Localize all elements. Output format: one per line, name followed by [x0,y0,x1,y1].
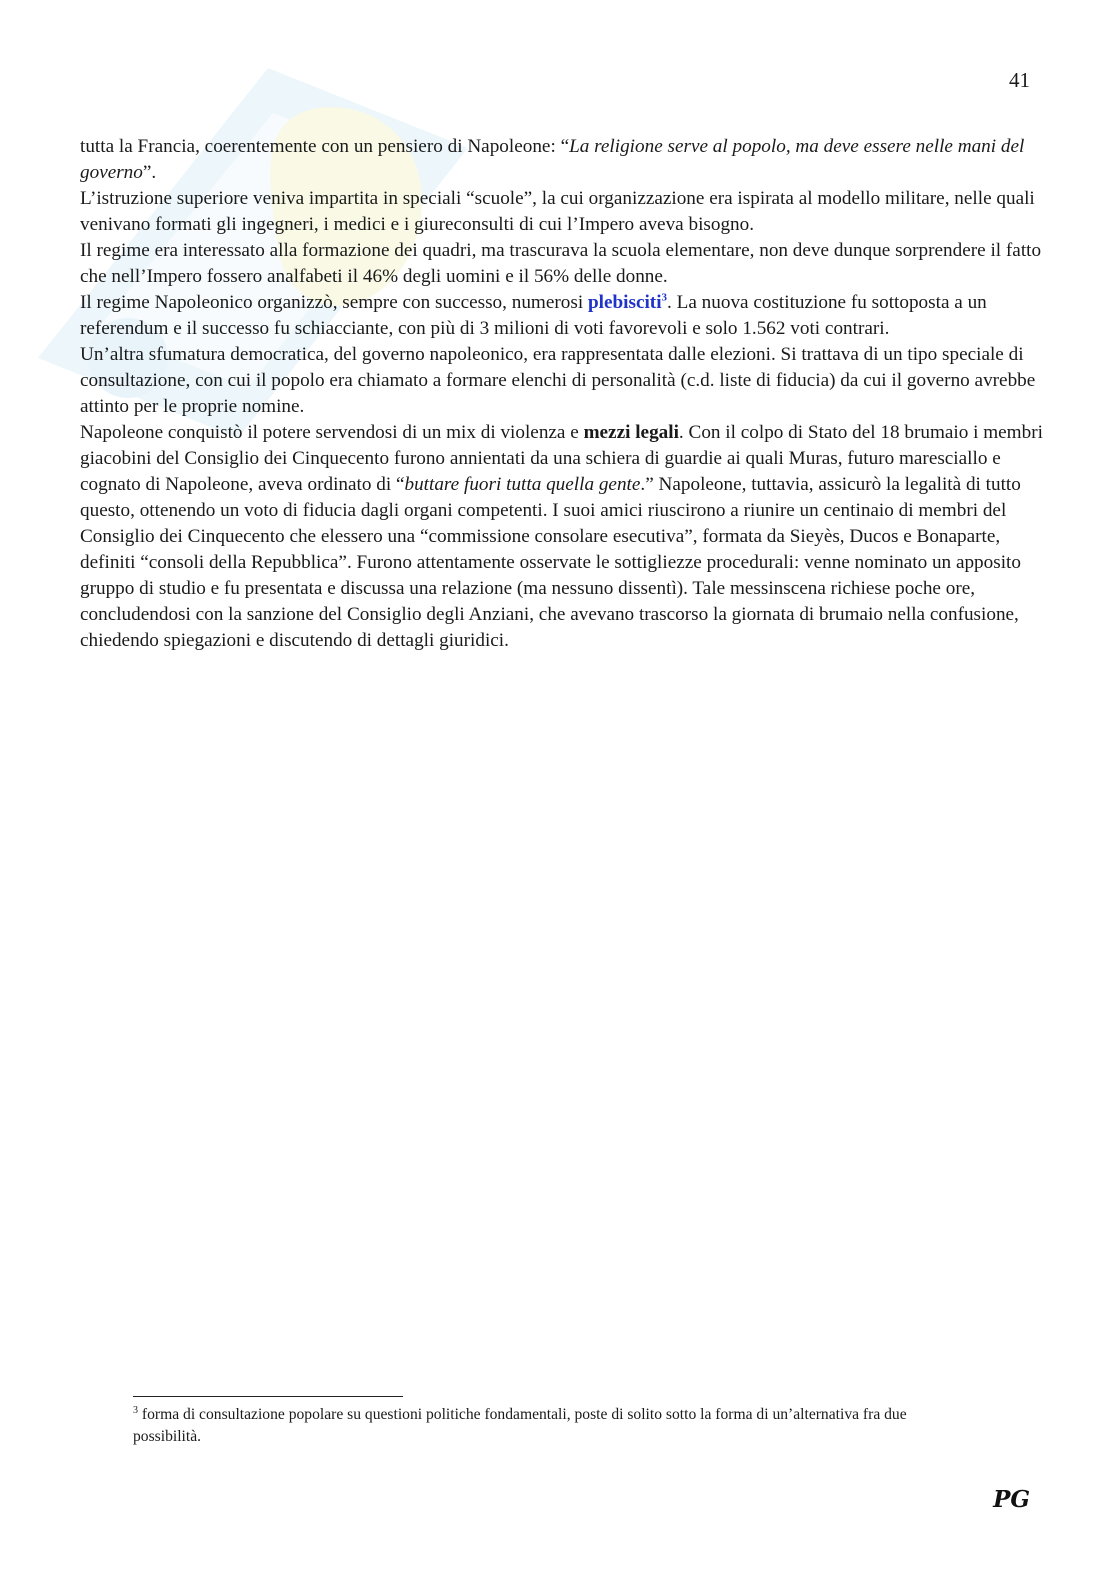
paragraph: Napoleone conquistò il potere servendosi di un mix di violenza e mezzi legali. Con il colpo di Stato del 18 brumaio i membri giacobini del Consiglio dei Cinquecento furono annientati da una schiera di guardie ai quali Muras, futuro maresciallo e cognato di Napoleone, aveva ordinato di “buttare fuori tutta quella gente.” Napoleone, tuttavia, assicurò la legalità di tutto questo, ottenendo un voto di fiducia dagli organi competenti. I suoi amici riuscirono a riunire un centinaio di membri del Consiglio dei Cinquecento che elessero una “commissione consolare esecutiva”, formata da Sieyès, Ducos e Bonaparte, definiti “consoli della Repubblica”. Furono attentamente osservate le sottigliezze procedurali: venne nominato un apposito gruppo di studio e fu presentata e discussa una relazione (ma nessuno dissentì). Tale messinscena richiese poche ore, concludendosi con la sanzione del Consiglio degli Anziani, che avevano trascorso la giornata di brumaio nella confusione, chiedendo spiegazioni e discutendo di dettagli giuridici. [80,422,1043,651]
page-number: 41 [1009,68,1030,92]
bold-term: mezzi legali [583,422,679,443]
paragraph: L’istruzione superiore veniva impartita in speciali “scuole”, la cui organizzazione era ispirata al modello militare, nelle quali venivano formati gli ingegneri, i medici e i giureconsulti di cui l’Impero aveva bisogno. [80,188,1035,235]
footnote-text: forma di consultazione popolare su questioni politiche fondamentali, poste di solito sotto la forma di un’alternativa fra due possibilità. [133,1406,907,1445]
footnote-reference: 3 [661,291,668,304]
footnote-marker: 3 [133,1404,138,1416]
paragraph: tutta la Francia, coerentemente con un pensiero di Napoleone: “La religione serve al popolo, ma deve essere nelle mani del governo”. [80,136,1025,183]
footnote [133,1404,913,1448]
muras-quote: buttare fuori tutta quella gente [404,474,641,495]
pg-logo: PG [993,1486,1030,1513]
napoleon-quote: La religione serve al popolo, ma deve essere nelle mani del governo [80,136,1025,183]
plebisciti-link[interactable]: plebisciti$^3$ [587,291,668,313]
footnote-divider [133,1396,403,1397]
paragraph: Il regime Napoleonico organizzò, sempre con successo, numerosi plebisciti$^3$. La nuova costituzione fu sottoposta a un referendum e il successo fu schiacciante, con più di 3 milioni di voti favorevoli e solo 1.562 voti contrari. [80,291,987,339]
paragraph: Un’altra sfumatura democratica, del governo napoleonico, era rappresentata dalle elezioni. Si trattava di un tipo speciale di consultazione, con cui il popolo era chiamato a formare elenchi di personalità (c.d. liste di fiducia) da cui il governo avrebbe attinto per le proprie nomine. [80,344,1036,417]
paragraph: Il regime era interessato alla formazione dei quadri, ma trascurava la scuola elementare, non deve dunque sorprendere il fatto che nell’Impero fossero analfabeti il 46% degli uomini e il 56% delle donne. [80,240,1042,287]
body-text [80,134,1044,654]
